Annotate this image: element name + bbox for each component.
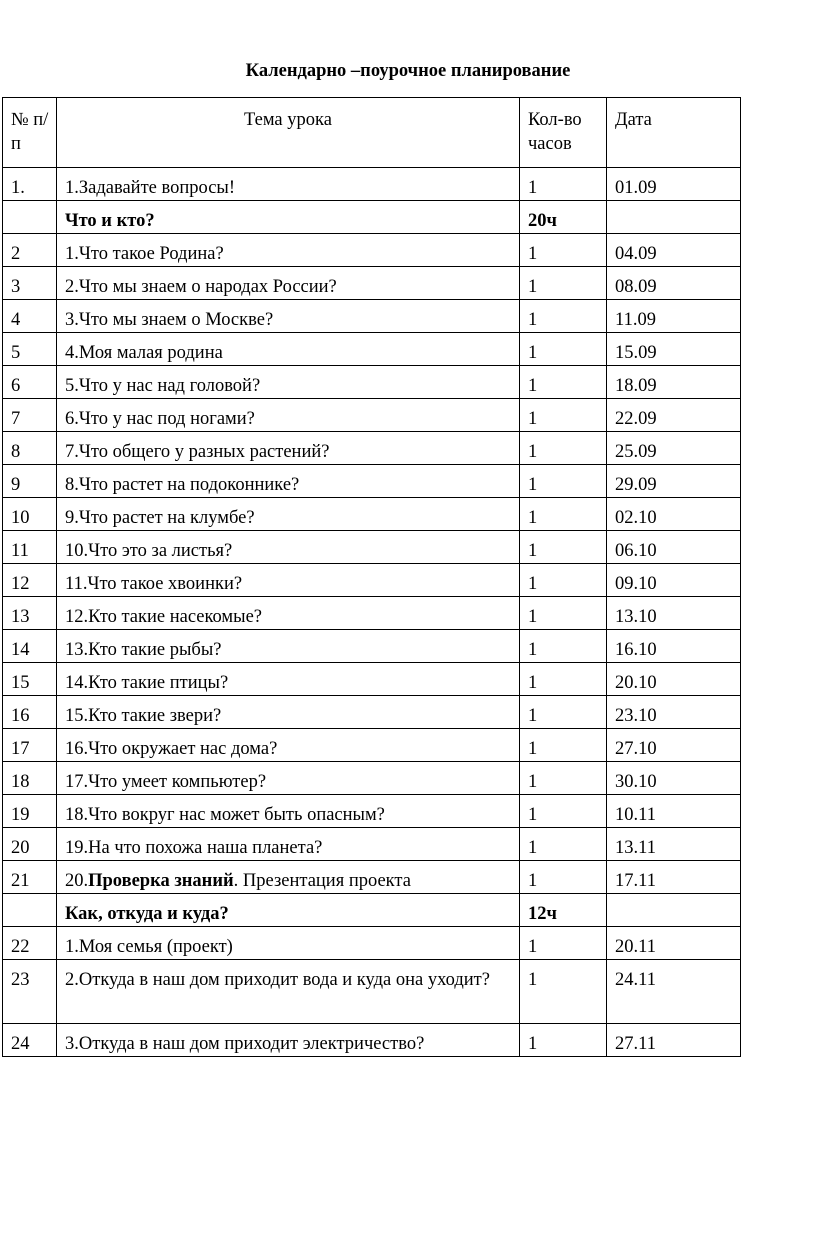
table-row: [3, 927, 741, 960]
row-num: 13: [3, 597, 57, 630]
row-date: 11.09: [607, 300, 741, 333]
row-num: 21: [3, 861, 57, 894]
row-hours: 1: [520, 300, 607, 333]
row-date: 23.10: [607, 696, 741, 729]
table-row: [3, 762, 741, 795]
row-hours: 1: [520, 927, 607, 960]
table-row: [3, 828, 741, 861]
row-num: 14: [3, 630, 57, 663]
table-header-row: [3, 98, 741, 168]
row-topic: 5.Что у нас над головой?: [57, 366, 520, 399]
row-num: 8: [3, 432, 57, 465]
row-hours: 1: [520, 729, 607, 762]
row-topic: 15.Кто такие звери?: [57, 696, 520, 729]
row-hours: 1: [520, 267, 607, 300]
section-hours: 12ч: [520, 894, 607, 927]
row-date: [607, 201, 741, 234]
row-date: 27.11: [607, 1024, 741, 1057]
section-title: Что и кто?: [57, 201, 520, 234]
row-topic: 16.Что окружает нас дома?: [57, 729, 520, 762]
row-date: 01.09: [607, 168, 741, 201]
table-row: [3, 168, 741, 201]
table-row: [3, 663, 741, 696]
row-date: 04.09: [607, 234, 741, 267]
table-row: [3, 399, 741, 432]
row-topic: 18.Что вокруг нас может быть опасным?: [57, 795, 520, 828]
row-topic: 1.Задавайте вопросы!: [57, 168, 520, 201]
row-hours: 1: [520, 168, 607, 201]
row-topic: 17.Что умеет компьютер?: [57, 762, 520, 795]
row-hours: 1: [520, 795, 607, 828]
topic-bold: Проверка знаний: [88, 871, 234, 891]
row-date: 25.09: [607, 432, 741, 465]
row-num: 15: [3, 663, 57, 696]
table-row: [3, 795, 741, 828]
row-hours: 1: [520, 498, 607, 531]
row-topic: 11.Что такое хвоинки?: [57, 564, 520, 597]
row-date: 27.10: [607, 729, 741, 762]
row-hours: 1: [520, 960, 607, 1024]
row-num: 16: [3, 696, 57, 729]
row-num: 22: [3, 927, 57, 960]
row-topic: 8.Что растет на подоконнике?: [57, 465, 520, 498]
row-num: 4: [3, 300, 57, 333]
row-hours: 1: [520, 828, 607, 861]
table-row: [3, 465, 741, 498]
table-row: [3, 696, 741, 729]
row-date: 30.10: [607, 762, 741, 795]
row-date: 10.11: [607, 795, 741, 828]
row-hours: 1: [520, 564, 607, 597]
row-num: 19: [3, 795, 57, 828]
table-row: [3, 564, 741, 597]
row-topic: 6.Что у нас под ногами?: [57, 399, 520, 432]
row-topic: 3.Откуда в наш дом приходит электричество?: [57, 1024, 520, 1057]
header-topic: Тема урока: [57, 98, 520, 168]
row-num: 9: [3, 465, 57, 498]
row-hours: 1: [520, 234, 607, 267]
table-row: [3, 333, 741, 366]
row-date: 20.11: [607, 927, 741, 960]
row-hours: 1: [520, 696, 607, 729]
header-date: Дата: [607, 98, 741, 168]
row-num: 1.: [3, 168, 57, 201]
row-date: 18.09: [607, 366, 741, 399]
row-num: 5: [3, 333, 57, 366]
table-row: [3, 432, 741, 465]
row-date: 15.09: [607, 333, 741, 366]
row-num: 7: [3, 399, 57, 432]
row-num: 23: [3, 960, 57, 1024]
row-hours: 1: [520, 366, 607, 399]
row-hours: 1: [520, 465, 607, 498]
row-date: 13.11: [607, 828, 741, 861]
row-topic: 4.Моя малая родина: [57, 333, 520, 366]
row-date: 02.10: [607, 498, 741, 531]
row-num: [3, 894, 57, 927]
row-hours: 1: [520, 333, 607, 366]
row-topic: 19.На что похожа наша планета?: [57, 828, 520, 861]
row-num: 2: [3, 234, 57, 267]
row-topic: 7.Что общего у разных растений?: [57, 432, 520, 465]
row-num: 11: [3, 531, 57, 564]
lesson-plan-table: [2, 97, 741, 1057]
row-date: 08.09: [607, 267, 741, 300]
row-topic: 9.Что растет на клумбе?: [57, 498, 520, 531]
row-date: 22.09: [607, 399, 741, 432]
row-num: 10: [3, 498, 57, 531]
table-row: [3, 1024, 741, 1057]
section-row: [3, 201, 741, 234]
row-date: 06.10: [607, 531, 741, 564]
section-title: Как, откуда и куда?: [57, 894, 520, 927]
row-hours: 1: [520, 1024, 607, 1057]
header-hours: Кол-во часов: [520, 98, 607, 168]
table-row: [3, 729, 741, 762]
row-topic: 1.Моя семья (проект): [57, 927, 520, 960]
row-date: 17.11: [607, 861, 741, 894]
row-date: 09.10: [607, 564, 741, 597]
topic-prefix: 20.: [65, 871, 89, 891]
row-hours: 1: [520, 663, 607, 696]
table-row: [3, 300, 741, 333]
row-num: 24: [3, 1024, 57, 1057]
row-date: 29.09: [607, 465, 741, 498]
row-num: [3, 201, 57, 234]
section-hours: 20ч: [520, 201, 607, 234]
row-num: 17: [3, 729, 57, 762]
row-num: 20: [3, 828, 57, 861]
row-topic: 2.Что мы знаем о народах России?: [57, 267, 520, 300]
table-row: [3, 960, 741, 1024]
row-hours: 1: [520, 597, 607, 630]
header-num: № п/п: [3, 98, 57, 168]
row-num: 6: [3, 366, 57, 399]
table-body: [3, 98, 741, 1057]
table-row: [3, 630, 741, 663]
row-num: 12: [3, 564, 57, 597]
row-hours: 1: [520, 432, 607, 465]
row-date: 24.11: [607, 960, 741, 1024]
row-hours: 1: [520, 399, 607, 432]
row-topic: 2.Откуда в наш дом приходит вода и куда она уходит?: [57, 960, 520, 1024]
row-topic: 13.Кто такие рыбы?: [57, 630, 520, 663]
row-topic: 1.Что такое Родина?: [57, 234, 520, 267]
row-topic: 10.Что это за листья?: [57, 531, 520, 564]
row-topic: 12.Кто такие насекомые?: [57, 597, 520, 630]
topic-suffix: . Презентация проекта: [233, 871, 411, 891]
row-num: 3: [3, 267, 57, 300]
row-topic: 14.Кто такие птицы?: [57, 663, 520, 696]
table-row: [3, 498, 741, 531]
row-hours: 1: [520, 861, 607, 894]
table-row: [3, 267, 741, 300]
section-row: [3, 894, 741, 927]
row-date: 13.10: [607, 597, 741, 630]
row-num: 18: [3, 762, 57, 795]
row-topic: [57, 861, 520, 894]
row-date: [607, 894, 741, 927]
table-row: [3, 366, 741, 399]
table-row: [3, 597, 741, 630]
page-title: Календарно –поурочное планирование: [245, 61, 571, 81]
table-row: [3, 234, 741, 267]
table-row: [3, 861, 741, 894]
row-topic: 3.Что мы знаем о Москве?: [57, 300, 520, 333]
row-hours: 1: [520, 531, 607, 564]
row-hours: 1: [520, 762, 607, 795]
row-date: 16.10: [607, 630, 741, 663]
row-date: 20.10: [607, 663, 741, 696]
row-hours: 1: [520, 630, 607, 663]
table-row: [3, 531, 741, 564]
